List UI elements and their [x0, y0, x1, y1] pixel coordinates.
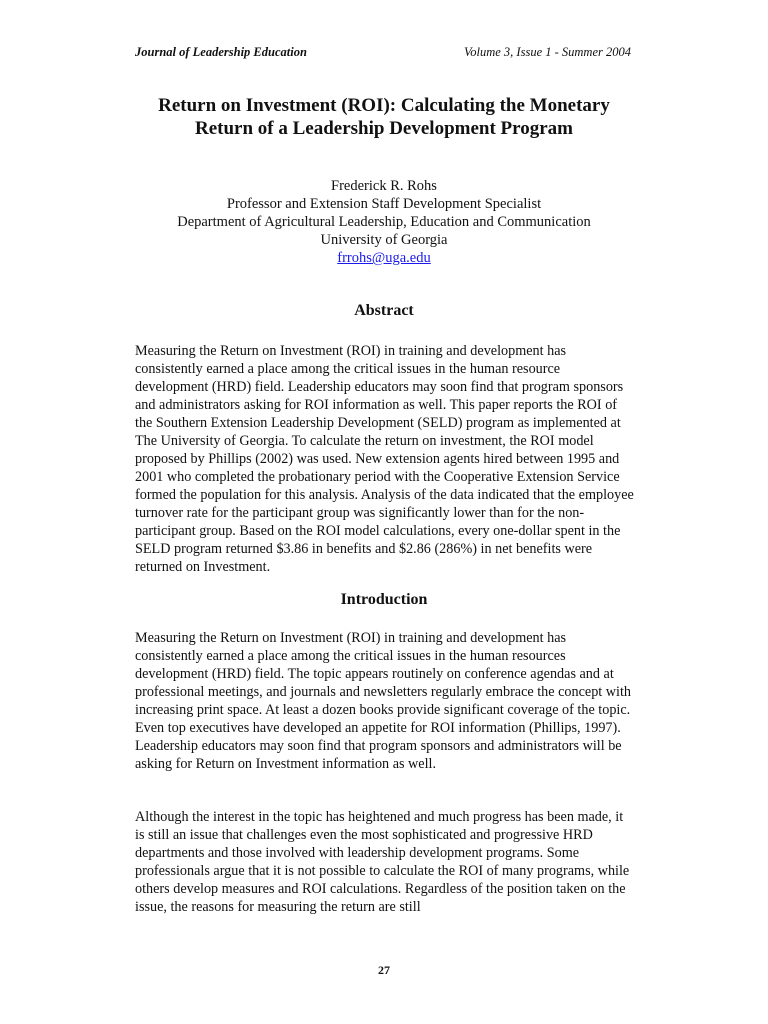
page-number: 27	[378, 963, 390, 977]
title-line-1: Return on Investment (ROI): Calculating the Monetary	[158, 95, 610, 116]
issue-info: Volume 3, Issue 1 - Summer 2004	[464, 45, 631, 59]
author-email-link[interactable]: frrohs@uga.edu	[337, 250, 431, 266]
author-name: Frederick R. Rohs	[331, 178, 437, 194]
journal-name: Journal of Leadership Education	[135, 45, 307, 59]
running-header	[135, 45, 631, 63]
paper-title	[120, 94, 648, 140]
abstract-text: Measuring the Return on Investment (ROI) in training and development has consistently earned a place among the critical issues in the human resource development (HRD) field. Leadership educators may soon find that program sponsors and administrators asking for ROI information as well. This paper reports the ROI of the Southern Extension Leadership Development (SELD) program as implemented at The University of Georgia. To calculate the return on investment, the ROI model proposed by Phillips (2002) was used. New extension agents hired between 1995 and 2001 who completed the probationary period with the Cooperative Extension Service formed the population for this analysis. Analysis of the data indicated that the employee turnover rate for the participant group was significantly lower than for the non-participant group. Based on the ROI model calculations, every one-dollar spent in the SELD program returned $3.86 in benefits and $2.86 (286%) in net benefits were returned on Investment.	[135, 343, 634, 575]
introduction-heading: Introduction	[340, 591, 428, 608]
author-department: Department of Agricultural Leadership, Education and Communication	[177, 214, 591, 230]
introduction-paragraph-2: Although the interest in the topic has heightened and much progress has been made, it is still an issue that challenges even the most sophisticated and progressive HRD departments and those involved with leadership development programs. Some professionals argue that it is not possible to calculate the ROI of many programs, while others develop measures and ROI calculations. Regardless of the position taken on the issue, the reasons for measuring the return are still	[135, 809, 630, 915]
abstract-heading: Abstract	[354, 302, 414, 319]
title-line-2: Return of a Leadership Development Program	[194, 118, 573, 139]
author-institution: University of Georgia	[320, 232, 448, 248]
introduction-paragraph-1: Measuring the Return on Investment (ROI) in training and development has consistently earned a place among the critical issues in the human resources development (HRD) field. The topic appears routinely on conference agendas and at professional meetings, and journals and newsletters regularly embrace the concept with increasing print space. At least a dozen books provide significant coverage of the topic. Even top executives have developed an appetite for ROI information (Phillips, 1997). Leadership educators may soon find that program sponsors and administrators will be asking for Return on Investment information as well.	[135, 630, 632, 772]
author-position: Professor and Extension Staff Development Specialist	[226, 196, 542, 212]
author-block	[120, 177, 648, 267]
